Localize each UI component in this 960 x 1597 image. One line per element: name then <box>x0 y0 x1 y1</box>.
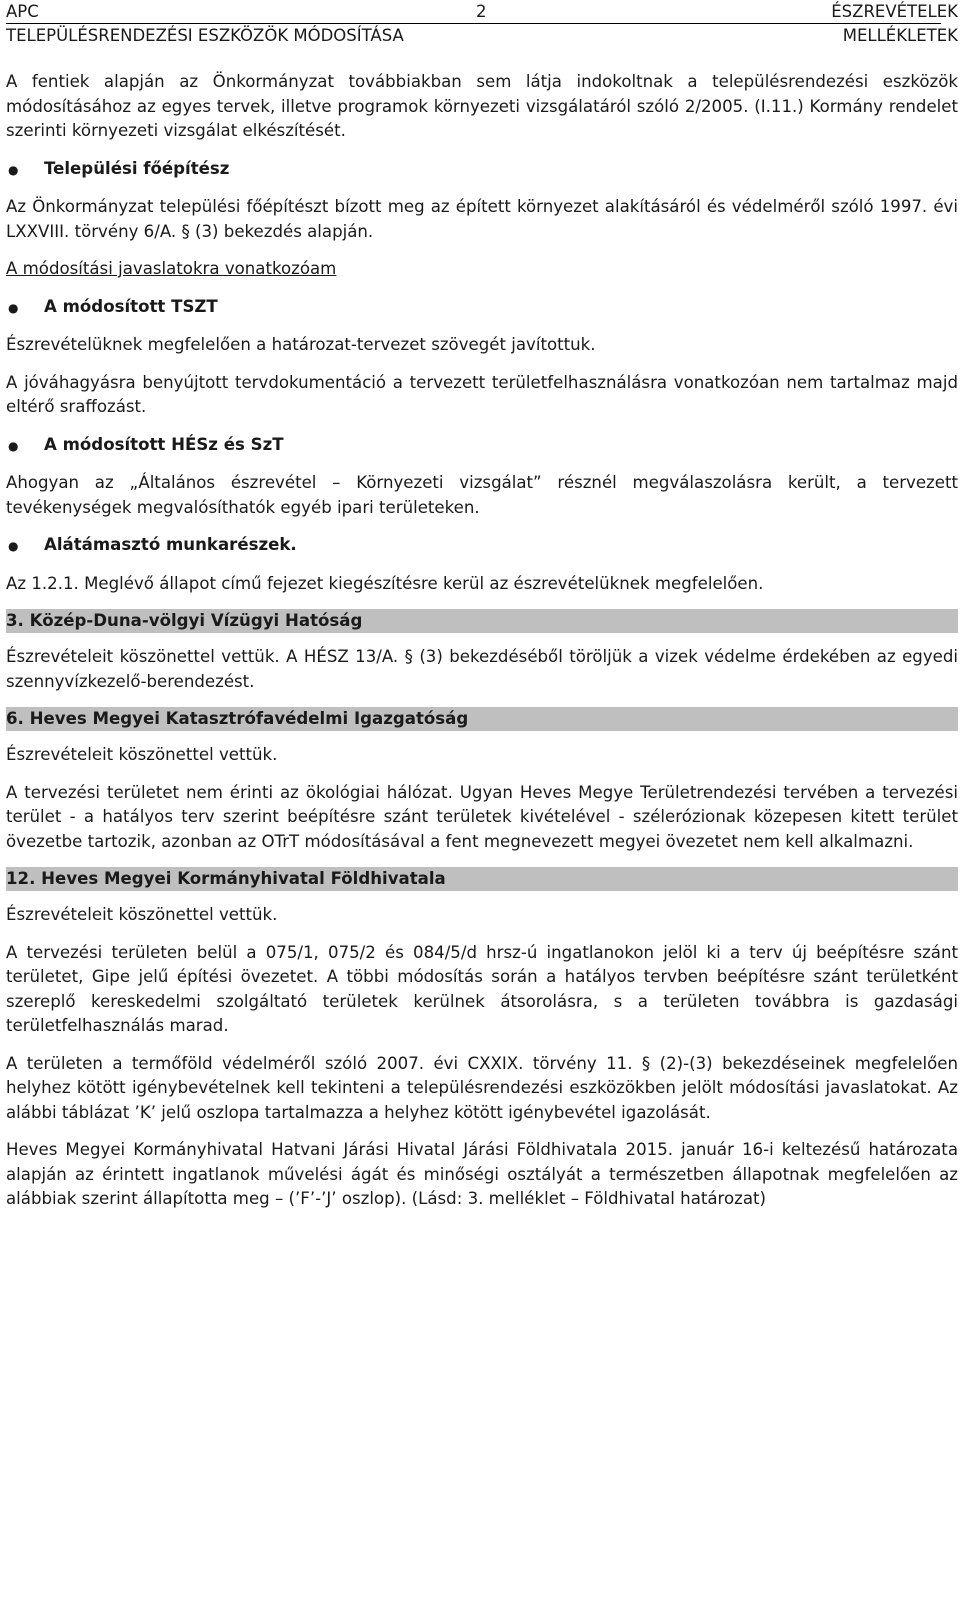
paragraph-section-6-1: Észrevételeit köszönettel vettük. <box>6 745 278 764</box>
paragraph-section-3: Észrevételeit köszönettel vettük. A HÉSZ 13/A. § (3) bekezdéséből töröljük a vizek védelme érdekében az egyedi szennyvízkezelő-berendezést. <box>6 647 958 691</box>
header-right-bottom: MELLÉKLETEK <box>842 26 958 45</box>
paragraph-hesz: Ahogyan az „Általános észrevétel – Környezeti vizsgálat” résznél megválaszolásra került, a tervezett tevékenységek megvalósíthatók egyéb ipari területeken. <box>6 473 958 517</box>
bullet-foepitesz-label: Települési főépítész <box>44 158 230 178</box>
paragraph-section-12-3: A területen a termőföld védelméről szóló 2007. évi CXXIX. törvény 11. § (2)-(3) bekezdéseinek megfelelően helyhez kötött igénybevételnek kell tekinteni a településrendezési eszközökben jelölt módosítási javaslatokat. Az alábbi táblázat ’K’ jelű oszlopa tartalmazza a helyhez kötött igénybevétel igazolását. <box>6 1053 958 1122</box>
bullet-dot-icon: ● <box>8 162 19 177</box>
paragraph-tszt-1: Észrevételüknek megfelelően a határozat-tervezet szövegét javítottuk. <box>6 335 596 354</box>
bullet-tszt <box>6 295 958 321</box>
header-row-top <box>6 0 958 24</box>
header-row-bottom <box>6 24 958 48</box>
document-body <box>6 70 958 1225</box>
section-heading-6: 6. Heves Megyei Katasztrófavédelmi Igazgatóság <box>6 707 958 731</box>
bullet-dot-icon: ● <box>8 438 19 453</box>
section-heading-3: 3. Közép-Duna-völgyi Vízügyi Hatóság <box>6 609 958 633</box>
bullet-hesz <box>6 433 958 459</box>
header-rule <box>6 23 941 24</box>
paragraph-foepitesz: Az Önkormányzat települési főépítészt bízott meg az épített környezet alakításáról és védelméről szóló 1997. évi LXXVIII. törvény 6/A. § (3) bekezdés alapján. <box>6 197 958 241</box>
paragraph-section-12-1: Észrevételeit köszönettel vettük. <box>6 905 278 924</box>
bullet-foepitesz <box>6 157 958 183</box>
header-left-top: APC <box>6 2 39 21</box>
paragraph-intro: A fentiek alapján az Önkormányzat továbbiakban sem látja indokoltnak a településrendezési eszközök módosításához az egyes tervek, illetve programok környezeti vizsgálatáról szóló 2/2005. (I.11.) Kormány rendelet szerinti környezeti vizsgálat elkészítését. <box>6 72 958 140</box>
paragraph-javaslat-heading: A módosítási javaslatokra vonatkozóam <box>6 259 337 278</box>
section-heading-12: 12. Heves Megyei Kormányhivatal Földhivatala <box>6 867 958 891</box>
bullet-hesz-label: A módosított HÉSz és SzT <box>44 434 284 454</box>
bullet-tszt-label: A módosított TSZT <box>44 296 218 316</box>
header-right-top: ÉSZREVÉTELEK <box>831 2 958 21</box>
page-header <box>6 0 958 48</box>
paragraph-section-12-2: A tervezési területen belül a 075/1, 075/2 és 084/5/d hrsz-ú ingatlanokon jelöl ki a terv új beépítésre szánt területet, Gipe jelű építési övezetet. A többi módosítás során a hatályos tervben beépítésre szánt területként szereplő kereskedelmi szolgáltató területek kerülnek átsorolásra, s a területen továbbra is gazdasági területfelhasználás marad. <box>6 942 958 1035</box>
paragraph-alatamaszto: Az 1.2.1. Meglévő állapot című fejezet kiegészítésre kerül az észrevételüknek megfelelően. <box>6 573 764 593</box>
bullet-dot-icon: ● <box>8 539 19 553</box>
paragraph-section-6-2: A tervezési területet nem érinti az ökológiai hálózat. Ugyan Heves Megye Területrendezési tervében a tervezési terület - a hatályos terv szerint beépítésre szánt területek kivételével - szélerózionak közepesen kitett terület övezetbe tartozik, azonban az OTrT módosításával a fent megnevezett megyei övezetet nem kell alkalmazni. <box>6 782 958 851</box>
header-left-bottom: TELEPÜLÉSRENDEZÉSI ESZKÖZÖK MÓDOSÍTÁSA <box>6 26 404 45</box>
bullet-dot-icon: ● <box>8 300 19 315</box>
bullet-alatamaszto-label: Alátámasztó munkarészek. <box>44 535 297 554</box>
paragraph-section-12-4: Heves Megyei Kormányhivatal Hatvani Járási Hivatal Járási Földhivatala 2015. január 16-i keltezésű határozata alapján az érintett ingatlanok művelési ágát és minőségi osztályát a természetben állapotnak megfelelően az alábbiak szerint állapította meg – (’F’-’J’ oszlop). (Lásd: 3. melléklet – Földhivatal határozat) <box>6 1140 958 1208</box>
bullet-alatamaszto <box>6 533 958 559</box>
paragraph-tszt-2: A jóváhagyásra benyújtott tervdokumentáció a tervezett területfelhasználásra vonatkozóan nem tartalmaz majd eltérő sraffozást. <box>6 372 958 416</box>
header-page-number: 2 <box>476 2 487 21</box>
